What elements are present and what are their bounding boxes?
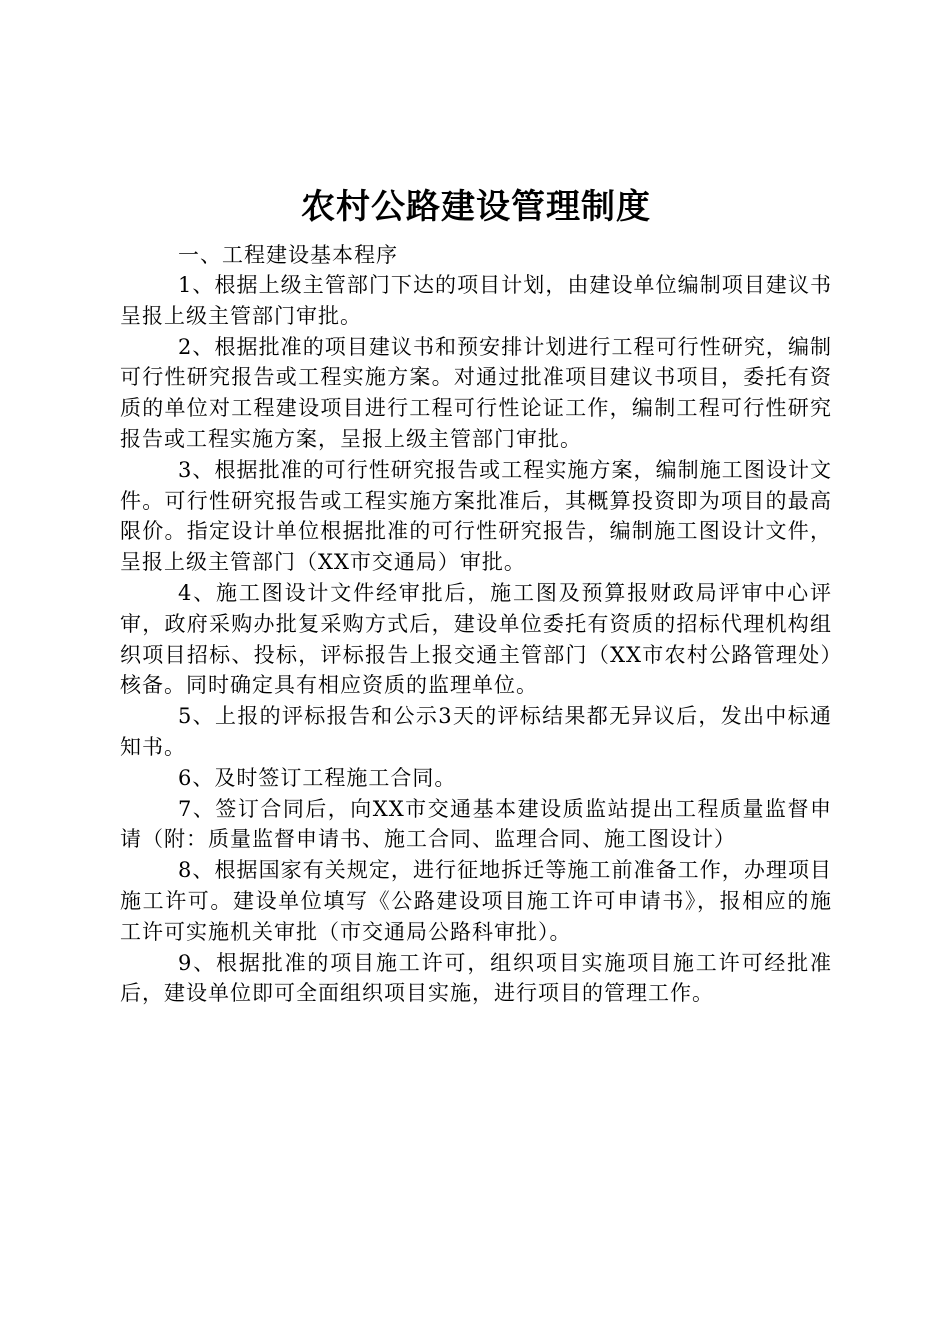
paragraph-7: 7、签订合同后，向XX市交通基本建设质监站提出工程质量监督申请（附：质量监督申请书、施工合同、监理合同、施工图设计）	[120, 796, 832, 852]
paragraph-3: 3、根据批准的可行性研究报告或工程实施方案，编制施工图设计文件。可行性研究报告或工程实施方案批准后，其概算投资即为项目的最高限价。指定设计单位根据批准的可行性研究报告，编制施工图设计文件，呈报上级主管部门（XX市交通局）审批。	[120, 457, 832, 575]
paragraph-2: 2、根据批准的项目建议书和预安排计划进行工程可行性研究，编制可行性研究报告或工程实施方案。对通过批准项目建议书项目，委托有资质的单位对工程建设项目进行工程可行性论证工作，编制工程可行性研究报告或工程实施方案，呈报上级主管部门审批。	[120, 334, 832, 451]
section-heading: 一、工程建设基本程序	[178, 243, 398, 267]
document-title: 农村公路建设管理制度	[301, 187, 651, 227]
paragraph-5: 5、上报的评标报告和公示3天的评标结果都无异议后，发出中标通知书。	[120, 704, 832, 759]
document-body	[120, 182, 832, 1009]
paragraph-9: 9、根据批准的项目施工许可，组织项目实施项目施工许可经批准后，建设单位即可全面组织项目实施，进行项目的管理工作。	[120, 950, 832, 1006]
paragraph-8: 8、根据国家有关规定，进行征地拆迁等施工前准备工作，办理项目施工许可。建设单位填写《公路建设项目施工许可申请书》，报相应的施工许可实施机关审批（市交通局公路科审批）。	[120, 858, 832, 944]
paragraph-1: 1、根据上级主管部门下达的项目计划，由建设单位编制项目建议书呈报上级主管部门审批。	[120, 273, 832, 328]
paragraph-4: 4、施工图设计文件经审批后，施工图及预算报财政局评审中心评审，政府采购办批复采购方式后，建设单位委托有资质的招标代理机构组织项目招标、投标，评标报告上报交通主管部门（XX市农村公路管理处）核备。同时确定具有相应资质的监理单位。	[120, 580, 832, 698]
paragraph-6: 6、及时签订工程施工合同。	[178, 765, 457, 790]
